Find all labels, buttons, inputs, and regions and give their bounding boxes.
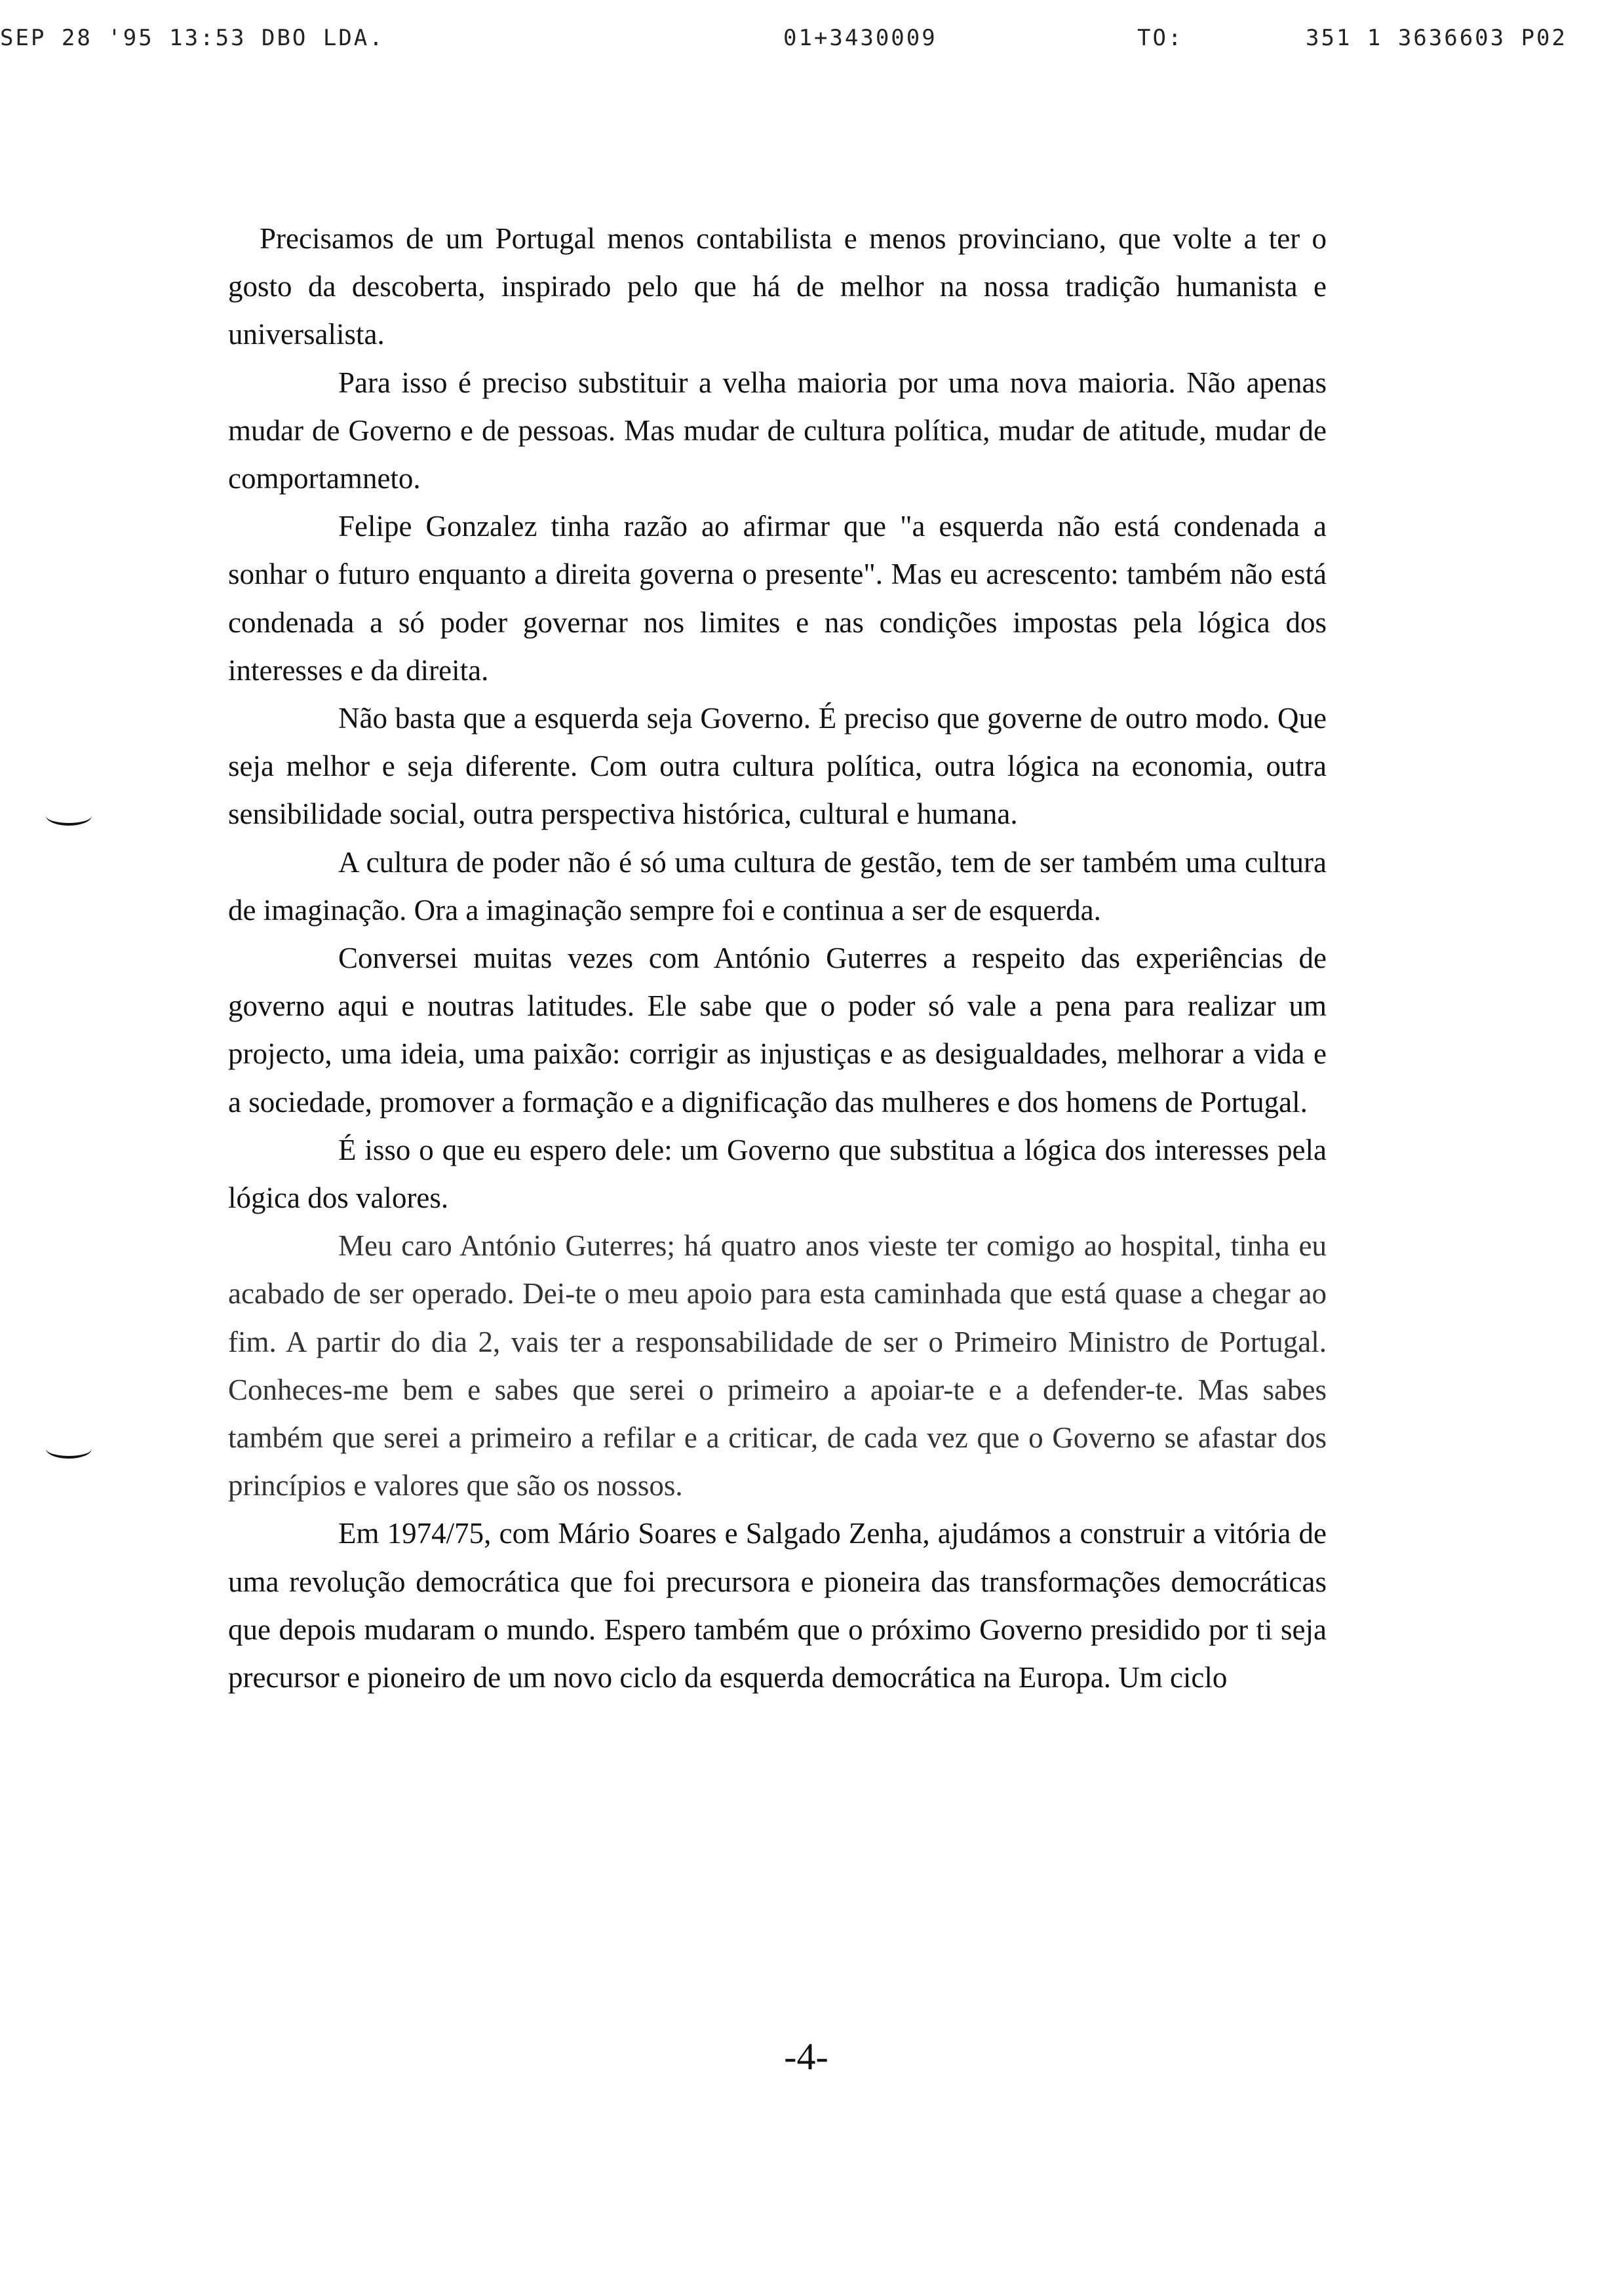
paragraph: Precisamos de um Portugal menos contabilista e menos provinciano, que volte a ter o gosto da descoberta, inspirado pelo que há de melhor na nossa tradição humanista e universalista. — [228, 222, 1327, 351]
paragraph: Não basta que a esquerda seja Governo. É preciso que governe de outro modo. Que seja melhor e seja diferente. Com outra cultura política, outra lógica na economia, outra sensibilidade social, outra perspectiva histórica, cultural e humana. — [228, 702, 1327, 831]
document-body — [228, 215, 1327, 1702]
paragraph: É isso o que eu espero dele: um Governo que substitua a lógica dos interesses pela lógica dos valores. — [228, 1133, 1327, 1215]
fax-sender-number: 01+3430009 — [783, 25, 937, 51]
fax-datetime-sender: SEP 28 '95 13:53 DBO LDA. — [0, 25, 385, 51]
paragraph: Felipe Gonzalez tinha razão ao afirmar que "a esquerda não está condenada a sonhar o futuro enquanto a direita governa o presente". Mas eu acrescento: também não está condenada a só poder governar nos limites e nas condições impostas pela lógica dos interesses e da direita. — [228, 510, 1327, 687]
paragraph: Para isso é preciso substituir a velha maioria por uma nova maioria. Não apenas mudar de Governo e de pessoas. Mas mudar de cultura política, mudar de atitude, mudar de comportamneto. — [228, 366, 1327, 495]
fax-header — [0, 25, 1615, 64]
paragraph: A cultura de poder não é só uma cultura de gestão, tem de ser também uma cultura de imaginação. Ora a imaginação sempre foi e continua a ser de esquerda. — [228, 845, 1327, 927]
margin-tick-mark — [46, 806, 92, 826]
paragraph: Meu caro António Guterres; há quatro anos vieste ter comigo ao hospital, tinha eu acabado de ser operado. Dei-te o meu apoio para esta caminhada que está quase a chegar ao fim. A partir do dia 2, vais ter a responsabilidade de ser o Primeiro Ministro de Portugal. Conheces-me bem e sabes que serei o primeiro a apoiar-te e a defender-te. Mas sabes também que serei a primeiro a refilar e a criticar, de cada vez que o Governo se afastar dos princípios e valores que são os nossos. — [228, 1229, 1327, 1502]
fax-recipient-number: 351 1 3636603 P02 — [1306, 25, 1567, 51]
margin-tick-mark — [46, 1439, 92, 1459]
paragraph: Em 1974/75, com Mário Soares e Salgado Zenha, ajudámos a construir a vitória de uma revolução democrática que foi precursora e pioneira das transformações democráticas que depois mudaram o mundo. Espero também que o próximo Governo presidido por ti seja precursor e pioneiro de um novo ciclo da esquerda democrática na Europa. Um ciclo — [228, 1517, 1327, 1694]
page-number: -4- — [784, 2035, 828, 2078]
paragraph: Conversei muitas vezes com António Guterres a respeito das experiências de governo aqui e noutras latitudes. Ele sabe que o poder só vale a pena para realizar um projecto, uma ideia, uma paixão: corrigir as injustiças e as desigualdades, melhorar a vida e a sociedade, promover a formação e a dignificação das mulheres e dos homens de Portugal. — [228, 942, 1327, 1119]
fax-to-label: TO: — [1137, 25, 1184, 51]
